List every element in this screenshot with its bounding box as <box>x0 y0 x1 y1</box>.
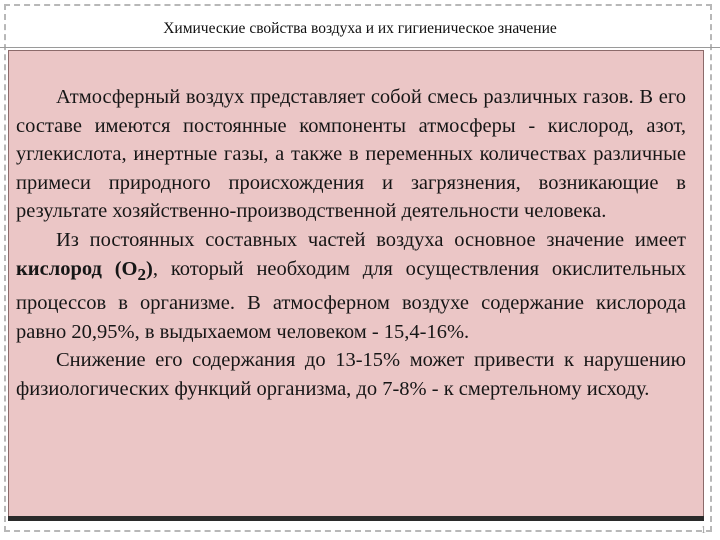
paragraph-3: Снижение его содержания до 13-15% может привести к нарушению физиологических функций организма, до 7-8% - к смертельному исходу. <box>16 349 686 401</box>
oxygen-term-text: кислород (О <box>16 257 138 280</box>
paragraph-2-lead: Из постоянных составных частей воздуха основное значение имеет <box>56 228 686 251</box>
oxygen-subscript: 2 <box>137 264 147 284</box>
oxygen-term <box>16 257 153 284</box>
body-text <box>16 83 686 404</box>
paragraph-1: Атмосферный воздух представляет собой смесь различных газов. В его составе имеются постоянные компоненты атмосферы - кислород, азот, углекислота, инертные газы, а также в переменных количествах различные примеси природного происхождения и загрязнения, возникающие в результате хозяйственно-производственной деятельности человека. <box>16 86 686 223</box>
paragraph-2-rest: , который необходим для осуществления окислительных процессов в организме. В атмосферном воздухе содержание кислорода равно 20,95%, в выдыхаемом человеком - 15,4-16%. <box>16 257 686 343</box>
paragraph-2 <box>16 226 686 346</box>
panel-bottom-bar <box>8 516 704 521</box>
title-divider <box>0 47 720 48</box>
page-number: 1 <box>701 525 706 536</box>
slide-title: Химические свойства воздуха и их гигиеническое значение <box>163 20 557 37</box>
oxygen-term-close: ) <box>146 257 153 280</box>
